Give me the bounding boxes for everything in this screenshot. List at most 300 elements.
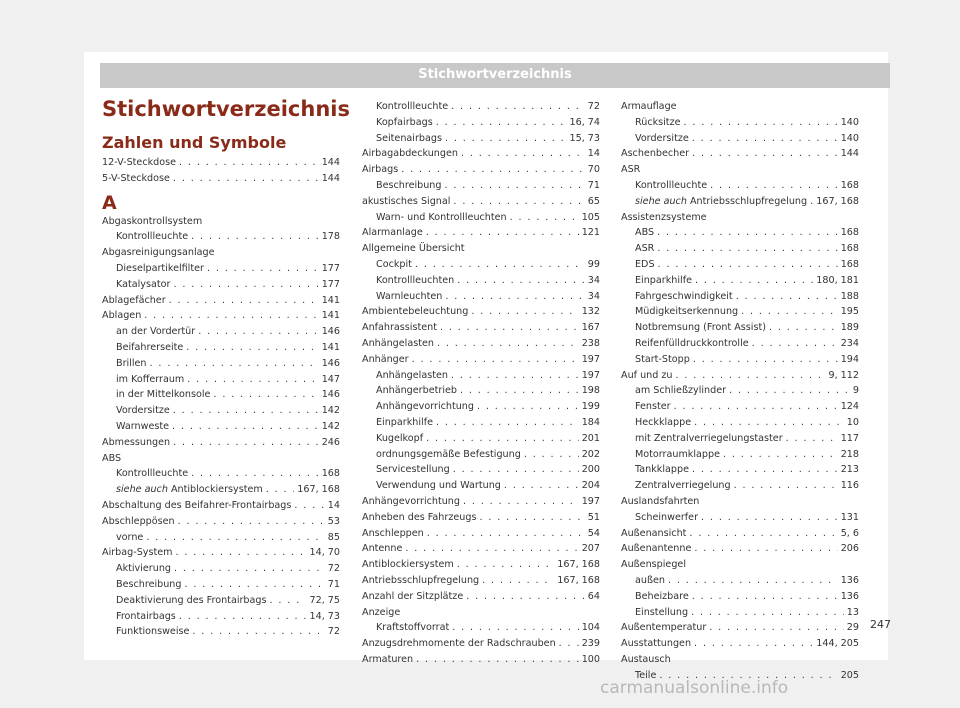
dot-leader [692,131,838,147]
entry-pages: 238 [581,337,600,349]
index-entry [362,557,600,573]
entry-term: 12-V-Steckdose [102,157,177,168]
entry-pages: 180, 181 [816,274,859,286]
entry-term: Abmessungen [102,436,171,448]
dot-leader [694,415,844,431]
index-entry [362,431,600,447]
dot-leader [440,320,579,336]
entry-pages: 136 [840,574,859,586]
dot-leader [415,257,585,273]
index-entry [362,652,600,668]
entry-pages: 167, 168 [557,559,600,571]
entry-term: Anhänger [362,353,409,365]
entry-term: Verwendung und Wartung [376,480,501,492]
entry-term: Anzahl der Sitzplätze [362,590,464,602]
dot-leader [457,557,555,573]
entry-pages: 167, 168 [816,195,859,207]
dot-leader [710,178,838,194]
entry-term: Kontrollleuchte [635,179,708,191]
index-entry [362,210,600,226]
dot-leader [741,304,838,320]
entry-term: Ablagen [102,310,142,322]
dot-leader [426,431,579,447]
entry-term: Einparkhilfe [376,416,433,428]
entry-term: Antriebsschlupfregelung [362,574,480,586]
entry-pages: 14 [587,148,600,160]
index-entry [102,229,340,245]
entry-pages: 234 [840,337,859,349]
entry-term: Brillen [116,357,147,369]
entry-pages: 13 [846,606,859,618]
entry-term: Einparkhilfe [635,274,692,286]
index-entry [102,577,340,593]
index-entry [362,273,600,289]
entry-pages: 189 [840,322,859,334]
dot-leader [692,146,838,162]
index-entry [621,383,859,399]
dot-leader [426,225,579,241]
index-entry [362,320,600,336]
entry-term: am Schließzylinder [635,385,727,397]
entry-term: Katalysator [116,278,171,290]
index-entry [621,620,859,636]
entry-pages: 99 [587,258,600,270]
entry-pages: 202 [581,448,600,460]
entry-term: EDS [635,258,655,270]
entry-pages: 188 [840,290,859,302]
index-heading-entry: ASR [621,164,641,176]
entry-pages: 246 [321,436,340,448]
dot-leader [668,573,838,589]
index-entry [102,419,340,435]
entry-pages: 195 [840,306,859,318]
entry-term-text: Antriebsschlupfregelung [689,195,808,207]
section-heading: Zahlen und Symbole [102,133,287,152]
entry-pages: 213 [840,464,859,476]
entry-pages: 168 [840,258,859,270]
index-entry [362,131,600,147]
dot-leader [463,494,579,510]
index-entry [362,415,600,431]
index-title: Stichwortverzeichnis [102,97,350,121]
index-entry [362,478,600,494]
entry-term: Außenansicht [621,527,687,539]
entry-term: Aschenbecher [621,148,690,160]
entry-pages: 177 [321,278,340,290]
dot-leader [198,324,319,340]
index-entry [102,593,340,609]
index-entry [362,368,600,384]
index-entry [102,340,340,356]
dot-leader [477,399,579,415]
index-entry [362,162,600,178]
dot-leader [695,273,813,289]
entry-term: Anzugsdrehmomente der Radschrauben [362,638,556,650]
entry-term: Alarmanlage [362,227,423,239]
index-entry [102,530,340,546]
index-entry [621,352,859,368]
entry-pages: 71 [327,578,340,590]
entry-term: an der Vordertür [116,326,196,338]
entry-term: Ambientebeleuchtung [362,306,469,318]
index-entry [102,155,340,171]
dot-leader [270,593,307,609]
dot-leader [692,462,838,478]
entry-term: Warn- und Kontrollleuchten [376,211,507,223]
entry-pages: 16, 74 [569,116,600,128]
entry-pages: 146 [321,389,340,401]
entry-term: Funktionsweise [116,626,190,638]
entry-term: Vordersitze [635,132,689,144]
index-heading-entry: Austausch [621,653,671,665]
entry-pages: 147 [321,373,340,385]
dot-leader [453,194,584,210]
index-entry [102,277,340,293]
index-entry [362,399,600,415]
entry-pages: 194 [840,353,859,365]
entry-pages: 239 [581,638,600,650]
entry-pages: 136 [840,590,859,602]
entry-pages: 199 [581,401,600,413]
entry-term: Beheizbare [635,590,689,602]
entry-term: Warnweste [116,420,170,432]
entry-term: Beschreibung [116,578,182,590]
dot-leader [405,541,578,557]
entry-pages: 177 [321,262,340,274]
entry-term: Ablagefächer [102,294,166,306]
entry-pages: 167 [581,322,600,334]
entry-term: Auf und zu [621,369,673,381]
entry-pages: 34 [587,290,600,302]
page-number: 247 [870,618,891,631]
dot-leader [694,636,813,652]
index-entry [621,431,859,447]
index-entry [621,526,859,542]
index-entry [102,324,340,340]
entry-pages: 146 [321,357,340,369]
index-entry [102,609,340,625]
index-entry [362,336,600,352]
index-entry [362,289,600,305]
entry-term: Anschleppen [362,527,424,539]
entry-term: Dieselpartikelfilter [116,262,204,274]
entry-term [116,482,263,498]
entry-term: Fenster [635,401,671,413]
index-entry [102,545,340,561]
index-entry [362,383,600,399]
index-entry [102,171,340,187]
dot-leader [689,526,837,542]
dot-leader [769,320,838,336]
index-entry [362,526,600,542]
entry-pages: 140 [840,116,859,128]
dot-leader [466,589,585,605]
index-entry [362,494,600,510]
index-entry [621,336,859,352]
entry-pages: 198 [581,385,600,397]
index-entry [621,178,859,194]
index-heading-entry: Abgasreinigungsanlage [102,247,215,259]
index-entry [102,387,340,403]
index-entry [102,498,340,514]
dot-leader [786,431,838,447]
dot-leader [709,620,844,636]
index-entry [621,368,859,384]
index-entry [362,462,600,478]
dot-leader [559,636,579,652]
dot-leader [437,336,579,352]
dot-leader [729,383,850,399]
dot-leader [723,447,838,463]
entry-pages: 184 [581,416,600,428]
dot-leader [173,171,319,187]
index-entry [621,257,859,273]
entry-pages: 200 [581,464,600,476]
dot-leader [674,399,838,415]
entry-pages: 197 [581,353,600,365]
entry-pages: 53 [327,515,340,527]
index-entry [362,573,600,589]
entry-term: Vordersitze [116,405,170,417]
index-entry [102,308,340,324]
index-entry [362,146,600,162]
entry-term: Kraftstoffvorrat [376,622,450,634]
index-entry [102,261,340,277]
entry-pages: 104 [581,622,600,634]
dot-leader [451,368,579,384]
entry-pages: 72 [587,101,600,112]
entry-term: außen [635,574,665,586]
entry-pages: 168 [840,179,859,191]
dot-leader [186,340,318,356]
index-entry [362,620,600,636]
entry-pages: 168 [840,243,859,255]
index-entry [621,589,859,605]
dot-leader [416,652,579,668]
entry-term: Anheben des Fahrzeugs [362,511,477,523]
entry-term: Kopfairbags [376,116,433,128]
index-heading-entry: ABS [102,452,122,464]
entry-term: ordnungsgemäße Befestigung [376,448,521,460]
index-heading-entry: Anzeige [362,606,401,618]
index-entry [621,131,859,147]
index-heading-entry: Allgemeine Übersicht [362,243,465,255]
entry-term: Heckklappe [635,416,692,428]
dot-leader [657,241,837,257]
entry-term: Airbag-System [102,547,173,559]
index-entry [621,320,859,336]
index-entry [102,403,340,419]
index-entry [621,415,859,431]
dot-leader [172,419,319,435]
entry-pages: 64 [587,590,600,602]
entry-pages: 72 [327,563,340,575]
dot-leader [693,352,838,368]
dot-leader [179,609,307,625]
index-entry [621,225,859,241]
dot-leader [412,352,579,368]
dot-leader [524,447,579,463]
index-entry [621,478,859,494]
index-entry [102,435,340,451]
index-heading-entry: Armauflage [621,101,677,112]
dot-leader [207,261,319,277]
dot-leader [461,146,585,162]
entry-pages: 167, 168 [557,574,600,586]
entry-pages: 9, 112 [828,369,859,381]
index-entry [621,241,859,257]
entry-pages: 14, 73 [309,610,340,622]
dot-leader [294,498,324,514]
entry-term: Müdigkeitserkennung [635,306,739,318]
index-entry [362,589,600,605]
entry-term: Start-Stopp [635,353,690,365]
index-entry [621,605,859,621]
dot-leader [146,530,324,546]
entry-pages: 144 [321,172,340,184]
index-entry [102,372,340,388]
entry-pages: 144 [840,148,859,160]
entry-term [635,194,807,210]
entry-pages: 141 [321,341,340,353]
entry-term: Teile [635,669,657,681]
dot-leader [471,304,578,320]
index-entry [102,293,340,309]
entry-pages: 124 [840,401,859,413]
entry-term: Außenantenne [621,543,692,555]
entry-pages: 197 [581,495,600,507]
entry-term: Seitenairbags [376,132,442,144]
entry-term: vorne [116,531,144,543]
dot-leader [192,624,324,640]
entry-term: Rücksitze [635,116,681,128]
index-entry [102,466,340,482]
entry-pages: 146 [321,326,340,338]
entry-term: Motorraumklappe [635,448,720,460]
index-heading-entry: Außenspiegel [621,559,686,571]
entry-pages: 201 [581,432,600,444]
entry-pages: 178 [321,231,340,243]
entry-term: 5-V-Steckdose [102,172,170,184]
dot-leader [510,210,579,226]
index-heading-entry: Auslandsfahrten [621,495,700,507]
entry-term: Kontrollleuchte [376,101,449,112]
dot-leader [810,194,813,210]
index-entry [362,257,600,273]
dot-leader [401,162,585,178]
index-entry [102,514,340,530]
index-entry [362,541,600,557]
entry-pages: 131 [840,511,859,523]
dot-leader [691,605,844,621]
dot-leader [479,510,584,526]
dot-leader [184,577,324,593]
entry-term: Zentralverriegelung [635,480,731,492]
entry-pages: 15, 73 [569,132,600,144]
dot-leader [657,225,838,241]
entry-term: Abschaltung des Beifahrer-Frontairbags [102,499,292,511]
dot-leader [178,514,325,530]
dot-leader [150,356,319,372]
entry-term: Airbagabdeckungen [362,148,458,160]
entry-term: Notbremsung (Front Assist) [635,322,766,334]
entry-term: Anhängelasten [362,337,434,349]
entry-pages: 34 [587,274,600,286]
entry-term: Kontrollleuchte [116,231,189,243]
index-entry [621,462,859,478]
dot-leader [173,403,319,419]
dot-leader [694,541,837,557]
header-title: Stichwortverzeichnis [418,67,572,82]
dot-leader [453,462,579,478]
entry-pages: 132 [581,306,600,318]
dot-leader [482,573,554,589]
dot-leader [187,372,318,388]
entry-pages: 167, 168 [297,484,340,496]
entry-pages: 197 [581,369,600,381]
entry-pages: 204 [581,480,600,492]
index-entry [621,289,859,305]
entry-term: in der Mittelkonsole [116,389,211,401]
dot-leader [173,435,319,451]
dot-leader [427,526,585,542]
index-heading-entry: Assistenzsysteme [621,211,707,223]
dot-leader [175,545,306,561]
dot-leader [174,561,325,577]
entry-pages: 168 [321,468,340,480]
index-letter: A [102,191,117,214]
entry-term: Scheinwerfer [635,511,699,523]
entry-pages: 5, 6 [840,527,859,539]
entry-term: Deaktivierung des Frontairbags [116,594,267,606]
dot-leader [445,131,567,147]
watermark: carmanualsonline.info [600,678,789,698]
index-entry [362,225,600,241]
entry-pages: 207 [581,543,600,555]
entry-term: Reifenfülldruckkontrolle [635,337,749,349]
entry-term: Warnleuchten [376,290,443,302]
index-entry [362,194,600,210]
entry-term: Frontairbags [116,610,176,622]
entry-term: Ausstattungen [621,638,692,650]
entry-pages: 121 [581,227,600,239]
dot-leader [144,308,318,324]
entry-pages: 100 [581,653,600,665]
index-entry [102,561,340,577]
entry-pages: 141 [321,310,340,322]
dot-leader [460,383,579,399]
index-entry [362,115,600,131]
index-entry [621,304,859,320]
index-entry [362,447,600,463]
entry-pages: 141 [321,294,340,306]
entry-term: Fahrgeschwindigkeit [635,290,733,302]
index-entry [621,636,859,652]
dot-leader [436,115,567,131]
index-entry [362,352,600,368]
index-column-1 [102,155,340,640]
entry-pages: 72 [327,626,340,638]
dot-leader [504,478,579,494]
entry-pages: 72, 75 [309,594,340,606]
entry-term: Cockpit [376,258,412,270]
entry-pages: 218 [840,448,859,460]
entry-see-also: siehe auch [116,484,168,496]
dot-leader [173,277,318,293]
entry-term: Beschreibung [376,179,442,191]
entry-pages: 206 [840,543,859,555]
index-entry [621,146,859,162]
